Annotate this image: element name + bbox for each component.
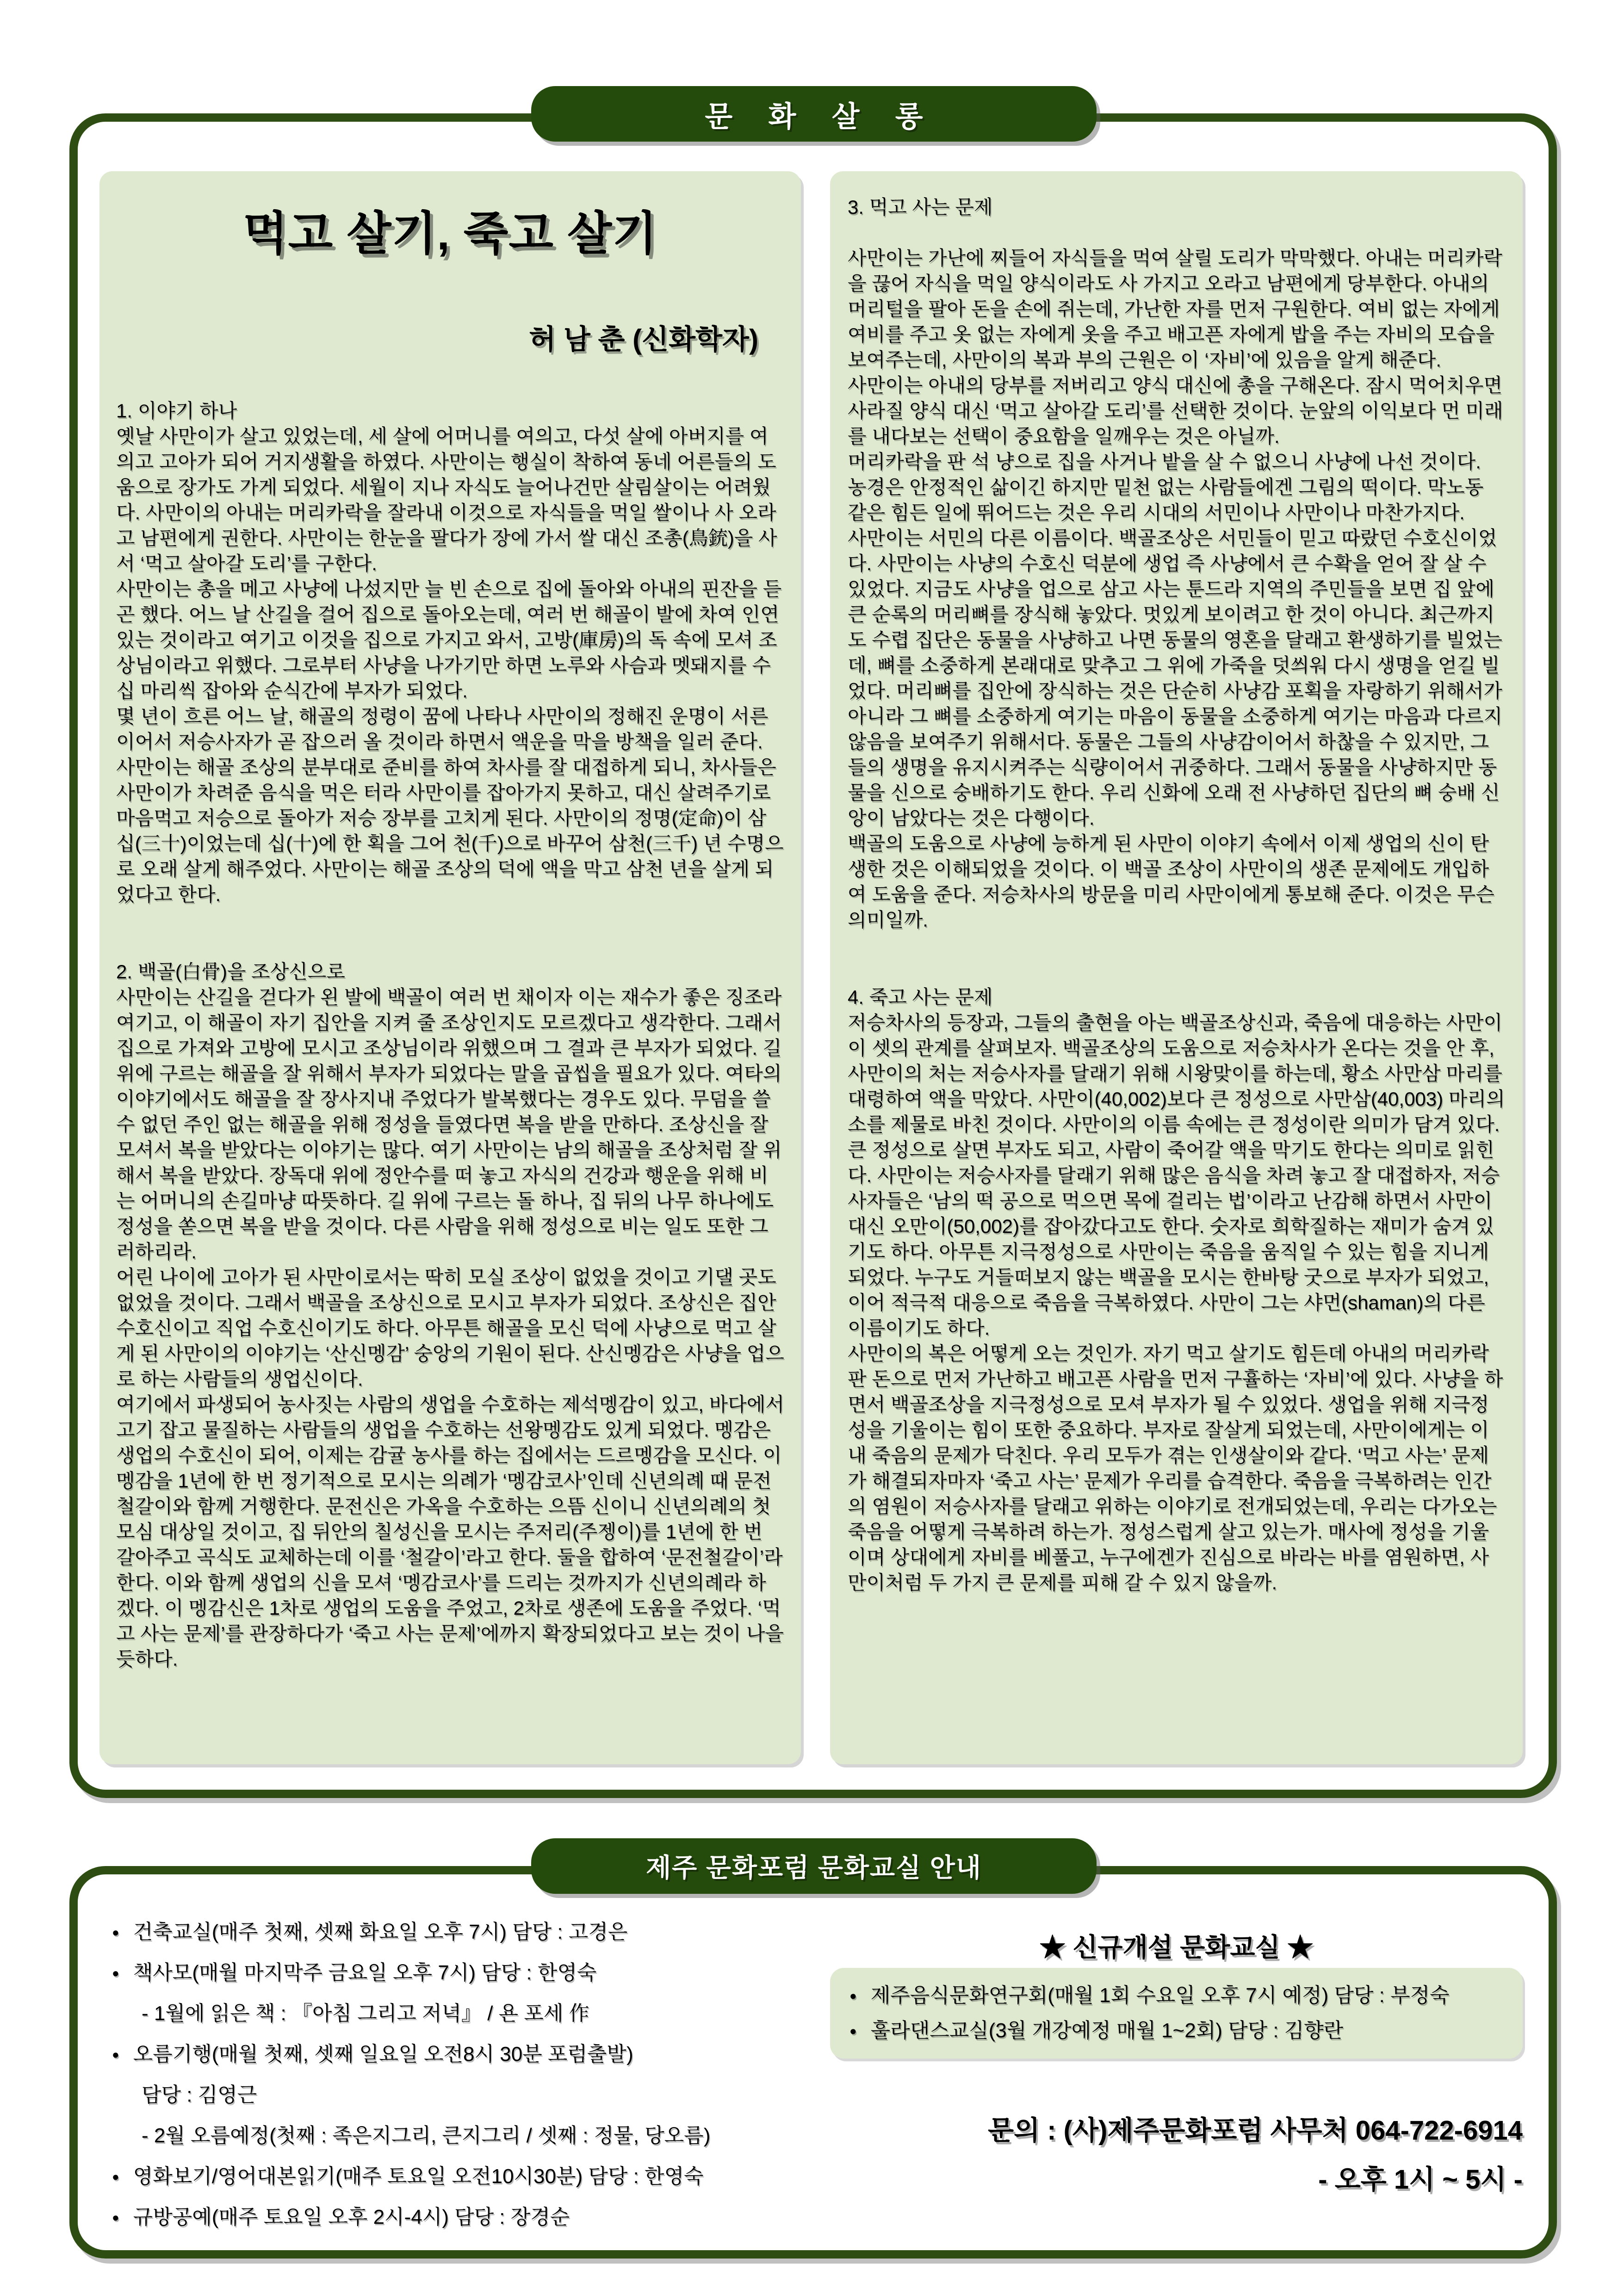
article-paragraph: 어린 나이에 고아가 된 사만이로서는 딱히 모실 조상이 없었을 것이고 기댈 곳도 없었을 것이다. 그래서 백골을 조상신으로 모시고 부자가 되었다. 조상신은 집안 수호신이고 직업 수호신이기도 하다. 아무튼 해골을 모신 덕에 사냥으로 먹고 살게 된 사만이의 이야기는 ‘산신멩감’ 숭앙의 기원이 된다. 산신멩감은 사냥을 업으로 하는 사람들의 생업신이다. [116, 1266, 784, 1390]
class-list-item [112, 2205, 834, 2230]
class-list-item [112, 2042, 834, 2067]
article-paragraph: 몇 년이 흐른 어느 날, 해골의 정령이 꿈에 나타나 사만이의 정해진 운명이 서른이어서 저승사자가 곧 잡으러 올 것이라 하면서 액운을 막을 방책을 일러 준다. 사만이는 해골 조상의 분부대로 준비를 하여 차사를 잘 대접하게 되니, 차사들은 사만이가 차려준 음식을 먹은 터라 사만이를 잡아가지 못하고, 대신 살려주기로 마음먹고 저승으로 돌아가 저승 장부를 고치게 된다. 사만이의 정명(定命)이 삼십(三十)이었는데 십(十)에 한 획을 그어 천(千)으로 바꾸어 삼천(三千) 년 수명으로 오래 살게 해주었다. 사만이는 해골 조상의 덕에 액을 막고 삼천 년을 살게 되었다고 한다. [116, 705, 784, 905]
class-list-item-text: - 2월 오름예정(첫째 : 족은지그리, 큰지그리 / 셋째 : 정물, 당오름) [142, 2124, 711, 2147]
class-list-item-text: 건축교실(매주 첫째, 셋째 화요일 오후 7시) 담당 : 고경은 [133, 1921, 628, 1943]
section-heading: 1. 이야기 하나 [116, 400, 237, 422]
article-paragraph: 사만이는 서민의 다른 이름이다. 백골조상은 서민들이 믿고 따랐던 수호신이었다. 사만이는 사냥의 수호신 덕분에 생업 즉 사냥에서 큰 수확을 얻어 잘 살 수 있었다. 지금도 사냥을 업으로 삼고 사는 툰드라 지역의 주민들을 보면 집 앞에 큰 순록의 머리뼈를 장식해 놓았다. 멋있게 보이려고 한 것이 아니다. 최근까지도 수렵 집단은 동물을 사냥하고 나면 동물의 영혼을 달래고 환생하기를 빌었는데, 뼈를 소중하게 본래대로 맞추고 그 위에 가죽을 덧씌워 다시 생명을 얻길 빌었다. 머리뼈를 집안에 장식하는 것은 단순히 사냥감 포획을 자랑하기 위해서가 아니라 그 뼈를 소중하게 여기는 마음이 동물을 소중하게 여기는 마음과 다르지 않음을 보여주기 위해서다. 동물은 그들의 사냥감이어서 하찮을 수 있지만, 그들의 생명을 유지시켜주는 식량이어서 귀중하다. 그래서 동물을 사냥하지만 동물을 신으로 숭배하기도 한다. 우리 신화에 오래 전 사냥하던 집단의 뼈 숭배 신앙이 남았다는 것은 다행이다. [848, 527, 1502, 829]
bullet-icon: ● [849, 2024, 857, 2038]
class-list-item-text: 담당 : 김영근 [142, 2084, 257, 2106]
class-list-item [142, 2083, 834, 2108]
article-author: 허 남 춘 (신화학자) [529, 324, 758, 355]
new-classes-title: ★ 신규개설 문화교실 ★ [1039, 1933, 1314, 1962]
bullet-icon: ● [112, 2210, 119, 2224]
bullet-icon: ● [112, 1966, 119, 1980]
article-paragraph: 옛날 사만이가 살고 있었는데, 세 살에 어머니를 여의고, 다섯 살에 아버지를 여의고 고아가 되어 거지생활을 하였다. 사만이는 행실이 착하여 동네 어른들의 도움으로 장가도 가게 되었다. 세월이 지나 자식도 늘어나건만 살림살이는 어려웠다. 사만이의 아내는 머리카락을 잘라내 이것으로 자식들을 먹일 쌀이나 사 오라고 남편에게 권한다. 사만이는 한눈을 팔다가 장에 가서 쌀 대신 조총(鳥銃)을 사서 ‘먹고 살아갈 도리’를 구한다. [116, 425, 777, 574]
article-paragraph: 사만이는 산길을 걷다가 왼 발에 백골이 여러 번 채이자 이는 재수가 좋은 징조라 여기고, 이 해골이 자기 집안을 지켜 줄 조상인지도 모르겠다고 생각한다. 그래서 집으로 가져와 고방에 모시고 조상님이라 위했으며 그 결과 큰 부자가 되었다. 길 위에 구르는 해골을 잘 위해서 부자가 되었다는 말을 곱씹을 필요가 있다. 여타의 이야기에서도 해골을 잘 장사지내 주었다가 발복했다는 경우도 있다. 무덤을 쓸 수 없던 주인 없는 해골을 위해 정성을 들였다면 복을 받을 만하다. 조상신을 잘 모셔서 복을 받았다는 이야기는 많다. 여기 사만이는 남의 해골을 조상처럼 잘 위해서 복을 받았다. 장독대 위에 정안수를 떠 놓고 자식의 건강과 행운을 위해 비는 어머니의 손길마냥 따뜻하다. 길 위에 구르는 돌 하나, 집 뒤의 나무 하나에도 정성을 쏟으면 복을 받을 것이다. 다른 사람을 위해 정성으로 비는 일도 또한 그러하리라. [116, 986, 782, 1263]
bullet-icon: ● [112, 2170, 119, 2184]
article-left-column [99, 171, 801, 1764]
bullet-icon: ● [112, 2047, 119, 2061]
class-list-item [142, 2123, 834, 2148]
classes-list [112, 1920, 834, 2246]
culture-salon-badge-label: 문 화 살 롱 [705, 100, 937, 133]
class-list-item [112, 1960, 834, 1985]
section-heading: 3. 먹고 사는 문제 [848, 196, 993, 218]
new-classes-box [830, 1968, 1523, 2059]
article-section [848, 984, 1505, 1595]
class-list-item-text: 영화보기/영어대본읽기(매주 토요일 오전10시30분) 담당 : 한영숙 [133, 2165, 704, 2188]
classes-notice-badge [531, 1838, 1097, 1894]
article-paragraph: 머리카락을 판 석 냥으로 집을 사거나 밭을 살 수 없으니 사냥에 나선 것이다. 농경은 안정적인 삶이긴 하지만 밑천 없는 사람들에겐 그림의 떡이다. 막노동 같은 힘든 일에 뛰어드는 것은 우리 시대의 서민이나 사만이나 마찬가지다. [848, 451, 1484, 523]
bullet-icon: ● [849, 1989, 857, 2003]
article-right-sections [848, 194, 1505, 1595]
contact-hours-line: - 오후 1시 ~ 5시 - [1318, 2165, 1523, 2195]
class-list-item-text: - 1월에 읽은 책 : 『아침 그리고 저녁』 / 욘 포세 作 [142, 2002, 589, 2025]
new-class-item [849, 2018, 1503, 2043]
article-paragraph: 사만이는 총을 메고 사냥에 나섰지만 늘 빈 손으로 집에 돌아와 아내의 핀잔을 듣곤 했다. 어느 날 산길을 걸어 집으로 돌아오는데, 여러 번 해골이 발에 차여 인연 있는 것이라고 여기고 이것을 집으로 가지고 와서, 고방(庫房)의 독 속에 모셔 조상님이라고 위했다. 그로부터 사냥을 나가기만 하면 노루와 사슴과 멧돼지를 수십 마리씩 잡아와 순식간에 부자가 되었다. [116, 578, 782, 702]
article-paragraph: 백골의 도움으로 사냥에 능하게 된 사만이 이야기 속에서 이제 생업의 신이 탄생한 것은 이해되었을 것이다. 이 백골 조상이 사만이의 생존 문제에도 개입하여 도움을 준다. 저승차사의 방문을 미리 사만이에게 통보해 준다. 이것은 무슨 의미일까. [848, 833, 1494, 931]
classes-notice-badge-label: 제주 문화포럼 문화교실 안내 [646, 1853, 982, 1882]
bullet-icon: ● [112, 1925, 119, 1939]
article-section [116, 398, 784, 907]
contact-phone-line: 문의 : (사)제주문화포럼 사무처 064-722-6914 [988, 2116, 1523, 2146]
article-right-column [830, 171, 1523, 1764]
class-list-item [112, 1920, 834, 1945]
article-left-sections [116, 398, 784, 1672]
new-class-item-text: 제주음식문화연구회(매월 1회 수요일 오후 7시 예정) 담당 : 부정숙 [870, 1984, 1450, 2007]
class-list-item-text: 오름기행(매월 첫째, 셋째 일요일 오전8시 30분 포럼출발) [133, 2043, 633, 2066]
section-heading: 4. 죽고 사는 문제 [848, 986, 993, 1008]
class-list-item-text: 규방공예(매주 토요일 오후 2시-4시) 담당 : 장경순 [133, 2206, 570, 2228]
culture-salon-badge [531, 86, 1097, 142]
article-section [848, 194, 1505, 933]
article-paragraph: 사만이의 복은 어떻게 오는 것인가. 자기 먹고 살기도 힘든데 아내의 머리카락 판 돈으로 먼저 가난하고 배고픈 사람을 먼저 구휼하는 ‘자비’에 있다. 사냥을 하면서 백골조상을 지극정성으로 모셔 부자가 될 수 있었다. 생업을 위해 지극정성을 기울이는 힘이 또한 중요하다. 부자로 잘살게 되었는데, 사만이에게는 이내 죽음의 문제가 닥친다. 우리 모두가 겪는 인생살이와 같다. ‘먹고 사는’ 문제가 해결되자마자 ‘죽고 사는’ 문제가 우리를 습격한다. 죽음을 극복하려는 인간의 염원이 저승사자를 달래고 위하는 이야기로 전개되었는데, 우리는 다가오는 죽음을 어떻게 극복하려 하는가. 정성스럽게 살고 있는가. 매사에 정성을 기울이며 상대에게 자비를 베풀고, 누구에겐가 진심으로 바라는 바를 염원하면, 사만이처럼 두 가지 큰 문제를 피해 갈 수 있지 않을까. [848, 1343, 1503, 1593]
new-class-item [849, 1983, 1503, 2008]
new-class-item-text: 훌라댄스교실(3월 개강예정 매월 1~2회) 담당 : 김향란 [870, 2019, 1344, 2042]
article-paragraph: 저승차사의 등장과, 그들의 출현을 아는 백골조상신과, 죽음에 대응하는 사만이 이 셋의 관계를 살펴보자. 백골조상의 도움으로 저승차사가 온다는 것을 안 후, 사만이의 처는 저승사자를 달래기 위해 시왕맞이를 하는데, 황소 사만삼 마리를 대령하여 액을 막았다. 사만이(40,002)보다 큰 정성으로 사만삼(40,003) 마리의 소를 제물로 바친 것이다. 사만이의 이름 속에는 큰 정성이란 의미가 담겨 있다. 큰 정성으로 살면 부자도 되고, 사람이 죽어갈 액을 막기도 한다는 의미로 읽힌다. 사만이는 저승사자를 달래기 위해 많은 음식을 차려 놓고 잘 대접하자, 저승사자들은 ‘남의 떡 공으로 먹으면 목에 걸리는 법’이라고 난감해 하면서 사만이 대신 오만이(50,002)를 잡아갔다고도 한다. 숫자로 희학질하는 재미가 숨겨 있기도 하다. 아무튼 지극정성으로 사만이는 죽음을 움직일 수 있는 힘을 지니게 되었다. 누구도 거들떠보지 않는 백골을 모시는 한바탕 굿으로 부자가 되었고, 이어 적극적 대응으로 죽음을 극복하였다. 사만이 그는 샤먼(shaman)의 다른 이름이기도 하다. [848, 1012, 1505, 1339]
section-heading: 2. 백골(白骨)을 조상신으로 [116, 961, 345, 983]
class-list-item [112, 2164, 834, 2189]
class-list-item [142, 2001, 834, 2026]
article-title: 먹고 살기, 죽고 살기 [243, 208, 657, 260]
article-paragraph: 사만이는 아내의 당부를 저버리고 양식 대신에 총을 구해온다. 잠시 먹어치우면 사라질 양식 대신 ‘먹고 살아갈 도리’를 선택한 것이다. 눈앞의 이익보다 먼 미래를 내다보는 선택이 중요함을 일깨우는 것은 아닐까. [848, 374, 1503, 447]
article-paragraph: 사만이는 가난에 찌들어 자식들을 먹여 살릴 도리가 막막했다. 아내는 머리카락을 끊어 자식을 먹일 양식이라도 사 가지고 오라고 남편에게 당부한다. 아내의 머리털을 팔아 돈을 손에 쥐는데, 가난한 자를 먼저 구원한다. 여비 없는 자에게 여비를 주고 옷 없는 자에게 옷을 주고 배고픈 자에게 밥을 주는 자비의 모습을 보여주는데, 사만이의 복과 부의 근원은 이 ‘자비’에 있음을 알게 해준다. [848, 247, 1502, 371]
article-paragraph: 여기에서 파생되어 농사짓는 사람의 생업을 수호하는 제석멩감이 있고, 바다에서 고기 잡고 물질하는 사람들의 생업을 수호하는 선왕멩감도 있게 되었다. 멩감은 생업의 수호신이 되어, 이제는 감귤 농사를 하는 집에서는 드르멩감을 모신다. 이 멩감을 1년에 한 번 정기적으로 모시는 의례가 ‘멩감코사’인데 신년의례 때 문전철갈이와 함께 거행한다. 문전신은 가옥을 수호하는 으뜸 신이니 신년의례의 첫 모심 대상일 것이고, 집 뒤안의 칠성신을 모시는 주저리(주젱이)를 1년에 한 번 갈아주고 곡식도 교체하는데 이를 ‘철갈이’라고 한다. 둘을 합하여 ‘문전철갈이’라 한다. 이와 함께 생업의 신을 모셔 ‘멩감코사’를 드리는 것까지가 신년의례라 하겠다. 이 멩감신은 1차로 생업의 도움을 주었고, 2차로 생존에 도움을 주었다. ‘먹고 사는 문제’를 관장하다가 ‘죽고 사는 문제’에까지 확장되었다고 보는 것이 나을 듯하다. [116, 1394, 784, 1670]
article-section [116, 959, 784, 1672]
class-list-item-text: 책사모(매월 마지막주 금요일 오후 7시) 담당 : 한영숙 [133, 1961, 597, 1984]
